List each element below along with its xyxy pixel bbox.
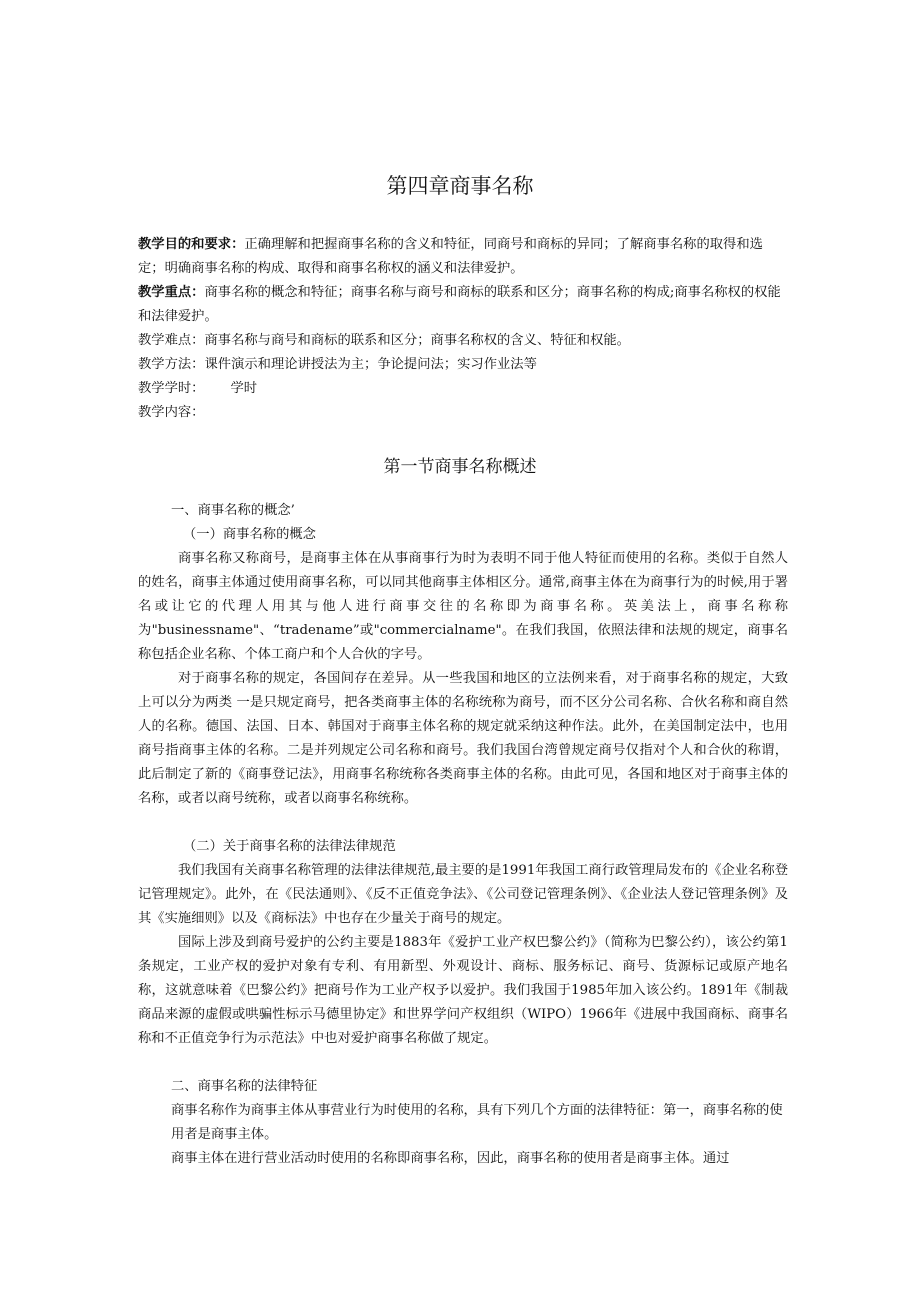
teaching-difficulty: 教学难点：商事名称与商号和商标的联系和区分；商事名称权的含义、特征和权能。 [138,333,630,348]
paragraph-4: 国际上涉及到商号爱护的公约主要是1883年《爱护工业产权巴黎公约》（简称为巴黎公约），该公约第1条规定，工业产权的爱护对象有专利、有用新型、外观设计、商标、服务标记、商号、货源标记或原产地名称，这就意味着《巴黎公约》把商号作为工业产权予以爱护。我们我国于1985年加入该公约。1891年《制裁商品来源的虚假或哄骗性标示马德里协定》和世界学问产权组织（WIPO）1966年《进展中我国商标、商事名称和不正值竞争行为示范法》中也对爱护商事名称做了规定。 [138,935,788,1046]
focus-label: 教学重点： [138,285,205,300]
section-body [138,499,788,1171]
paragraph-1: 商事名称又称商号，是商事主体在从事商事行为时为表明不同于他人特征而使用的名称。类似于自然人的姓名，商事主体通过使用商事名称，可以同其他商事主体相区分。通常,商事主体在为商事行为的时候,用于署名或让它的代理人用其与他人进行商事交往的名称即为商事名称。英美法上，商事名称称为"businessname"、“tradename”或"commercialname"。在我们我国，依照法律和法规的规定，商事名称包括企业名称、个体工商户和个人合伙的字号。 [138,551,788,662]
spacer [138,1051,788,1075]
subheading-concept: （一）商事名称的概念 [183,527,316,542]
chapter-title: 第四章商事名称 [386,174,534,198]
paragraph-2: 对于商事名称的规定，各国间存在差异。从一些我国和地区的立法例来看，对于商事名称的规定，大致上可以分为两类 一是只规定商号，把各类商事主体的名称统称为商号，而不区分公司名称、合伙名称和商自然人的名称。德国、法国、日本、韩国对于商事主体名称的规定就采纳这种作法。此外，在美国制定法中，也用商号指商事主体的名称。二是并列规定公司名称和商号。我们我国台湾曾规定商号仅指对个人和合伙的称谓，此后制定了新的《商事登记法》，用商事名称统称各类商事主体的名称。由此可见，各国和地区对于商事主体的名称，或者以商号统称，或者以商事名称统称。 [138,671,788,806]
subheading-legal-norms: （二）关于商事名称的法律法律规范 [183,839,396,854]
teaching-meta [138,233,788,425]
paragraph-3: 我们我国有关商事名称管理的法律法律规范,最主要的是1991年我国工商行政管理局发布的《企业名称登记管理规定》。此外，在《民法通则》、《反不正值竞争法》、《公司登记管理条例》、《企业法人登记管理条例》及其《实施细则》以及《商标法》中也存在少量关于商号的规定。 [138,863,788,926]
hours-value: 学时 [230,381,258,396]
objective-text: 正确理解和把握商事名称的含义和特征，同商号和商标的异同；了解商事名称的取得和选定；明确商事名称的构成、取得和商事名称权的涵义和法律爱护。 [138,237,763,276]
hours-label: 教学学时： [138,381,205,396]
heading-concept: 一、商事名称的概念’ [171,503,295,518]
paragraph-5: 商事名称作为商事主体从事营业行为时使用的名称，具有下列几个方面的法律特征：第一，商事名称的使用者是商事主体。 [171,1103,783,1142]
teaching-hours [138,377,788,401]
spacer [138,811,788,835]
teaching-method: 教学方法：课件演示和理论讲授法为主；争论提问法；实习作业法等 [138,357,537,372]
teaching-focus [138,281,788,329]
heading-features: 二、商事名称的法律特征 [171,1079,318,1094]
objective-label: 教学目的和要求： [138,237,245,252]
section-title: 第一节商事名称概述 [383,457,537,477]
focus-text: 商事名称的概念和特征；商事名称与商号和商标的联系和区分；商事名称的构成;商事名称权的权能和法律爱护。 [138,285,781,324]
teaching-content-label: 教学内容： [138,405,205,420]
teaching-objective [138,233,788,281]
paragraph-6: 商事主体在进行营业活动时使用的名称即商事名称，因此，商事名称的使用者是商事主体。通过 [171,1151,730,1166]
